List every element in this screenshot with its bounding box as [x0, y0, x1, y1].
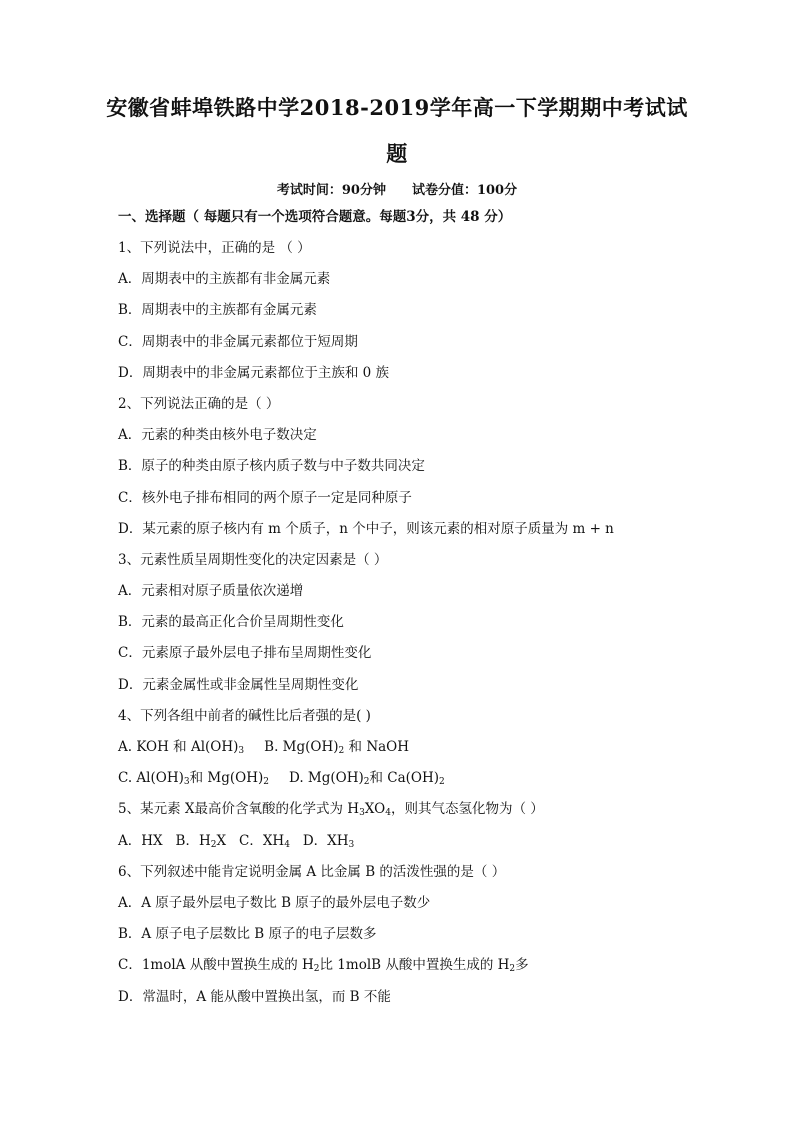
exam-meta: [0, 179, 794, 198]
question-4-option-c: C. $Al(OH)_3$和 $Mg(OH)_2$: [118, 770, 269, 788]
question-5-stem: 5、某元素 X最高价含氧酸的化学式为 $H_3XO_4$，则其气态氢化物为（ ）: [118, 801, 544, 819]
question-2-option-b: B．原子的种类由原子核内质子数与中子数共同决定: [118, 458, 425, 475]
section-heading-choice: 一、选择题（ 每题只有一个选项符合题意。每题3分，共 48 分）: [118, 209, 512, 225]
question-3-option-a: A．元素相对原子质量依次递增: [118, 583, 304, 600]
question-4-stem: 4、下列各组中前者的碱性比后者强的是( ): [118, 707, 371, 724]
question-5-option-a: A．HX: [118, 832, 163, 849]
question-1-option-b: B．周期表中的主族都有金属元素: [118, 302, 317, 319]
exam-title-line-1: 安徽省蚌埠铁路中学2018-2019学年高一下学期期中考试试: [106, 95, 688, 120]
question-6-option-b: B．A 原子电子层数比 B 原子的电子层数多: [118, 926, 377, 943]
question-5-option-b: B．$H_2X$: [175, 832, 227, 850]
question-4-options-ab: [118, 736, 718, 767]
question-1-option-c: C．周期表中的非金属元素都位于短周期: [118, 333, 358, 350]
question-6-option-d: D．常温时，A 能从酸中置换出氢，而 B 不能: [118, 988, 391, 1005]
question-3-option-b: B．元素的最高正化合价呈周期性变化: [118, 614, 344, 631]
question-1-option-d: D．周期表中的非金属元素都位于主族和 0 族: [118, 364, 389, 381]
question-2-option-d: D．某元素的原子核内有 m 个质子，n 个中子，则该元素的相对原子质量为 m + n: [118, 520, 614, 537]
question-6-stem: 6、下列叙述中能肯定说明金属 A 比金属 B 的活泼性强的是（ ）: [118, 863, 506, 880]
question-4-option-b: B. $Mg(OH)_2$ 和 NaOH: [264, 739, 410, 756]
question-4-option-d: D. $Mg(OH)_2$和 $Ca(OH)_2$: [288, 770, 445, 788]
question-2-stem: 2、下列说法正确的是（ ）: [118, 395, 280, 412]
exam-score: 试卷分值：100分: [411, 183, 518, 198]
question-3-stem: 3、元素性质呈周期性变化的决定因素是（ ）: [118, 551, 388, 568]
question-6-option-a: A．A 原子最外层电子数比 B 原子的最外层电子数少: [118, 894, 431, 911]
question-6-option-c: C．1molA 从酸中置换生成的 $H_2$比 1molB 从酸中置换生成的 $H_2$多: [118, 957, 529, 975]
question-1-option-a: A．周期表中的主族都有非金属元素: [118, 271, 331, 288]
question-4-options-cd: [118, 767, 718, 798]
question-1-stem: 1、下列说法中，正确的是 （ ）: [118, 240, 311, 256]
question-5-option-c: C．$XH_4$: [238, 832, 290, 850]
question-2-option-c: C．核外电子排布相同的两个原子一定是同种原子: [118, 489, 412, 506]
question-4-option-a: A. KOH 和 $Al(OH)_3$: [118, 739, 245, 756]
question-5-options: [118, 830, 718, 861]
exam-time: 考试时间：90分钟: [276, 183, 386, 198]
question-3-option-c: C．元素原子最外层电子排布呈周期性变化: [118, 645, 372, 662]
question-3-option-d: D．元素金属性或非金属性呈周期性变化: [118, 676, 359, 693]
exam-title-line-2: 题: [386, 141, 408, 166]
question-list: [118, 237, 718, 1017]
question-2-option-a: A．元素的种类由核外电子数决定: [118, 427, 317, 444]
question-5-option-d: D．$XH_3$: [302, 832, 355, 850]
